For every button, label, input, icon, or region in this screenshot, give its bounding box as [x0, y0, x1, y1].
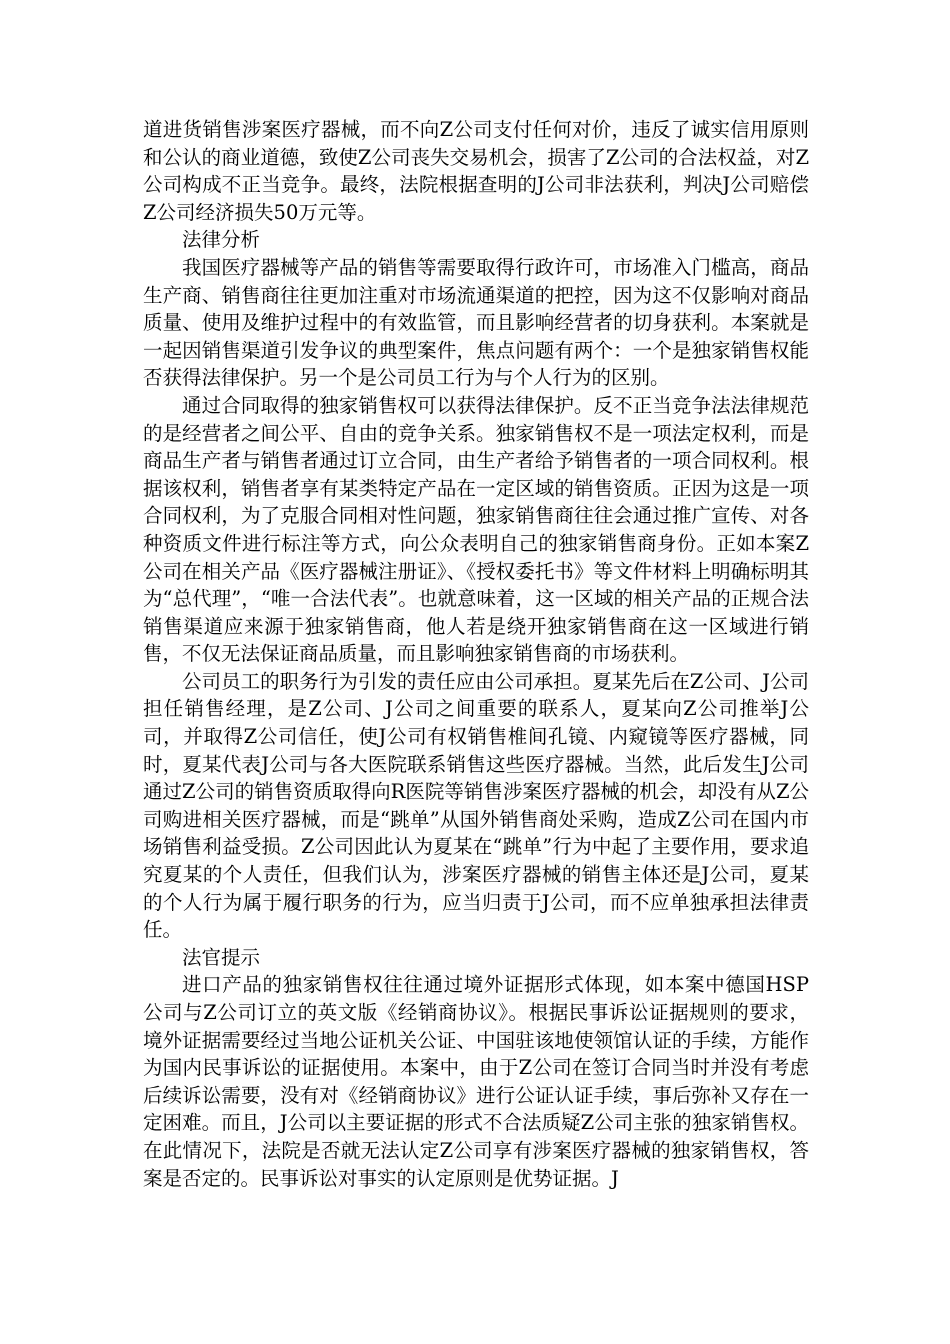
section-heading-judge-tips: 法官提示 — [182, 945, 261, 969]
body-paragraph-foreign-evidence: 进口产品的独家销售权往往通过境外证据形式体现，如本案中德国HSP公司与Z公司订立的英文版《经销商协议》。根据民事诉讼证据规则的要求，境外证据需要经过当地公证机关公证、中国驻该地使领馆认证的手续，方能作为国内民事诉讼的证据使用。本案中，由于Z公司在签订合同当时并没有考虑后续诉讼需要，没有对《经销商协议》进行公证认证手续，事后弥补又存在一定困难。而且，J公司以主要证据的形式不合法质疑Z公司主张的独家销售权。在此情况下，法院是否就无法认定Z公司享有涉案医疗器械的独家销售权，答案是否定的。民事诉讼对事实的认定原则是优势证据。J — [143, 973, 809, 1190]
body-paragraph-exclusive-sales-right: 通过合同取得的独家销售权可以获得法律保护。反不正当竞争法法律规范的是经营者之间公平、自由的竞争关系。独家销售权不是一项法定权利，而是商品生产者与销售者通过订立合同，由生产者给予销售者的一项合同权利。根据该权利，销售者享有某类特定产品在一定区域的销售资质。正因为这是一项合同权利，为了克服合同相对性问题，独家销售商往往会通过推广宣传、对各种资质文件进行标注等方式，向公众表明自己的独家销售商身份。正如本案Z公司在相关产品《医疗器械注册证》、《授权委托书》等文件材料上明确标明其为“总代理”，“唯一合法代表”。也就意味着，这一区域的相关产品的正规合法销售渠道应来源于独家销售商，他人若是绕开独家销售商在这一区域进行销售，不仅无法保证商品质量，而且影响独家销售商的市场获利。 — [143, 393, 809, 666]
section-heading-legal-analysis: 法律分析 — [182, 228, 261, 252]
document-page — [143, 116, 809, 1192]
body-paragraph-employee-conduct: 公司员工的职务行为引发的责任应由公司承担。夏某先后在Z公司、J公司担任销售经理，是Z公司、J公司之间重要的联系人，夏某向Z公司推举J公司，并取得Z公司信任，使J公司有权销售椎间孔镜、内窥镜等医疗器械，同时，夏某代表J公司与各大医院联系销售这些医疗器械。当然，此后发生J公司通过Z公司的销售资质取得向R医院等销售涉案医疗器械的机会，却没有从Z公司购进相关医疗器械，而是“跳单”从国外销售商处采购，造成Z公司在国内市场销售利益受损。Z公司因此认为夏某在“跳单”行为中起了主要作用，要求追究夏某的个人责任，但我们认为，涉案医疗器械的销售主体还是J公司，夏某的个人行为属于履行职务的行为，应当归责于J公司，而不应单独承担法律责任。 — [143, 669, 809, 942]
continuation-paragraph: 道进货销售涉案医疗器械，而不向Z公司支付任何对价，违反了诚实信用原则和公认的商业道德，致使Z公司丧失交易机会，损害了Z公司的合法权益，对Z公司构成不正当竞争。最终，法院根据查明的J公司非法获利，判决J公司赔偿Z公司经济损失50万元等。 — [143, 118, 809, 224]
body-paragraph-market-access: 我国医疗器械等产品的销售等需要取得行政许可，市场准入门槛高，商品生产商、销售商往往更加注重对市场流通渠道的把控，因为这不仅影响对商品质量、使用及维护过程中的有效监管，而且影响经营者的切身获利。本案就是一起因销售渠道引发争议的典型案件，焦点问题有两个：一个是独家销售权能否获得法律保护。另一个是公司员工行为与个人行为的区别。 — [143, 255, 809, 390]
